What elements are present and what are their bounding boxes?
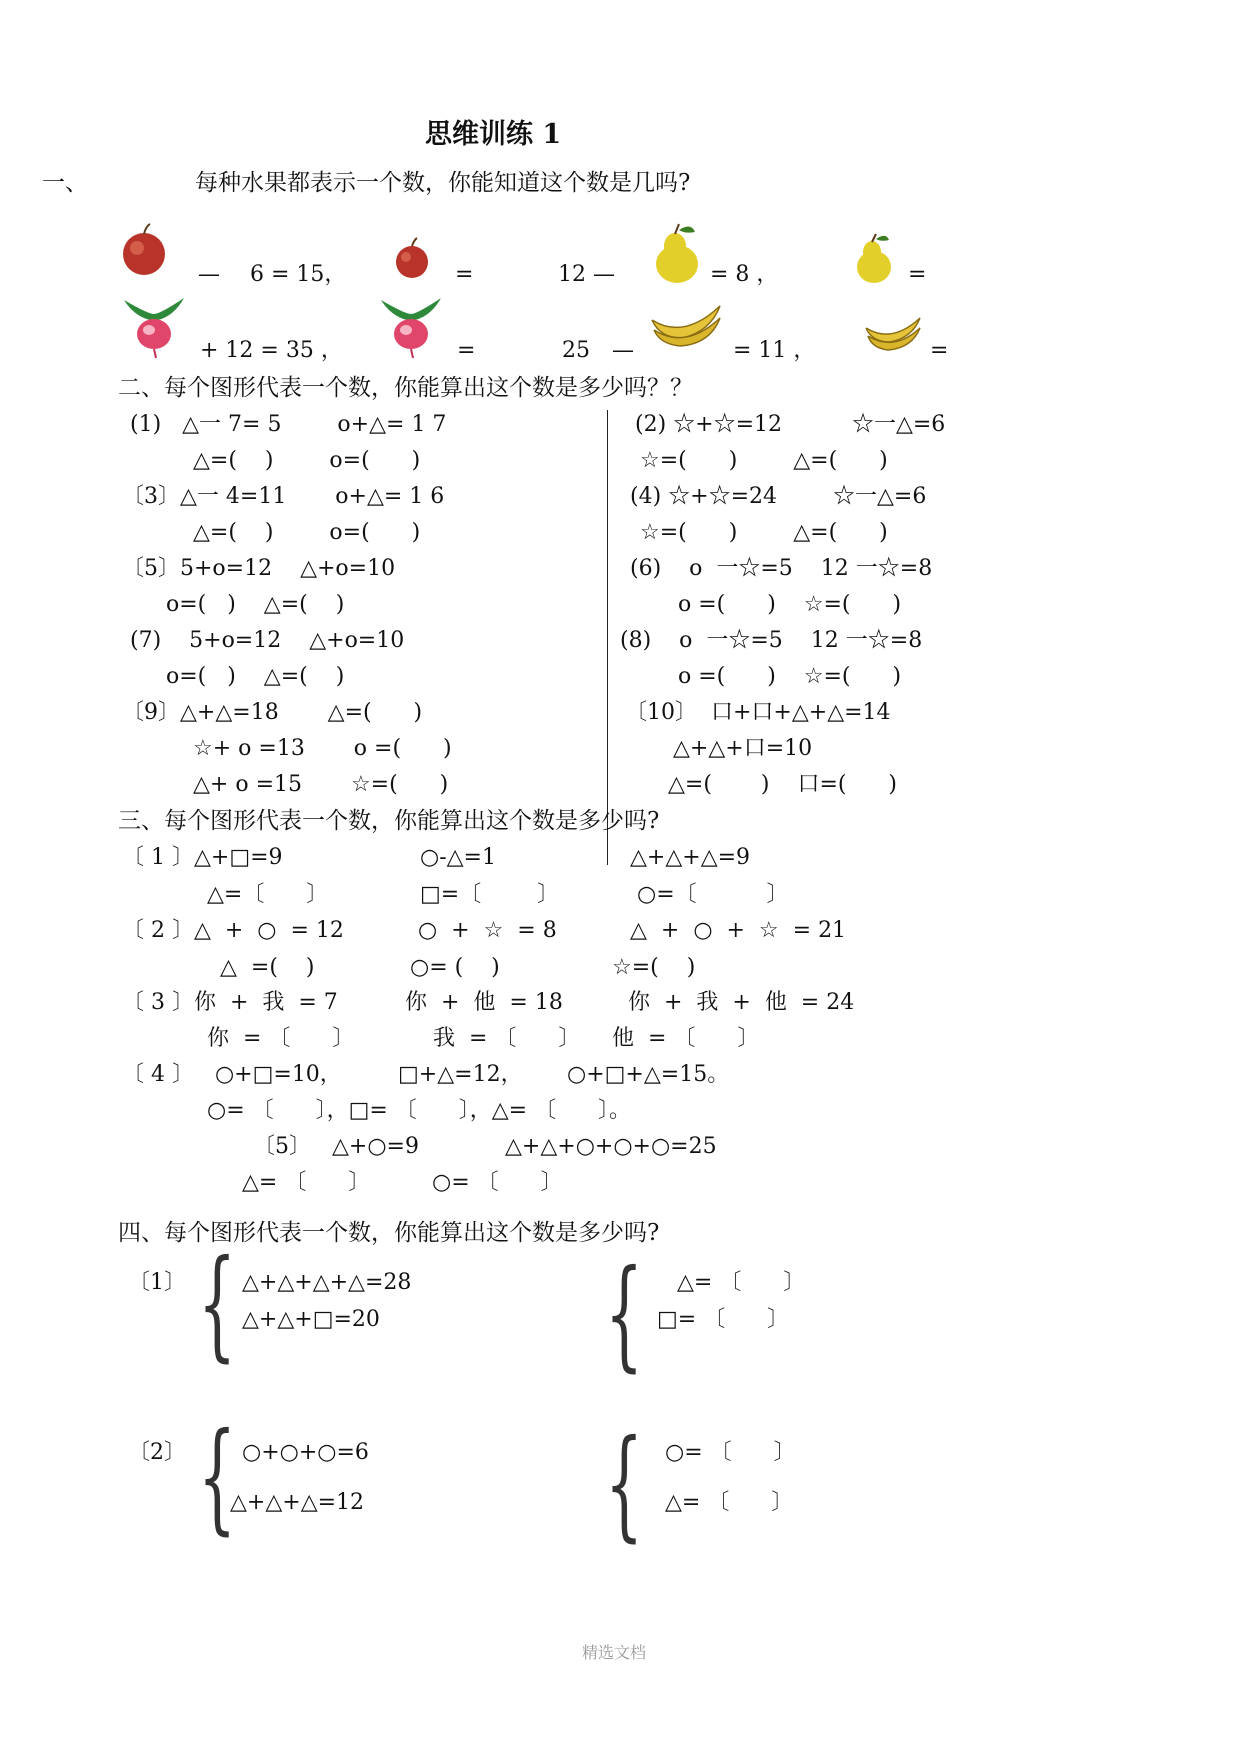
s2-left-line: △=( ) o=( )	[193, 448, 421, 473]
s2-left-line: △=( ) o=( )	[193, 520, 421, 545]
s3-line: ☆=( )	[612, 955, 696, 980]
s2-right-line: (4) ☆+☆=24 ☆一△=6	[630, 484, 927, 509]
s2-right-line: △+△+口=10	[673, 736, 813, 761]
s2-left-line: o=( ) △=( )	[166, 664, 345, 689]
s2-right-line: ☆=( ) △=( )	[640, 448, 888, 473]
s2-right-line: (2) ☆+☆=12 ☆一△=6	[635, 412, 946, 437]
section3-heading: 三、每个图形代表一个数，你能算出这个数是多少吗?	[118, 808, 660, 834]
pear-icon	[848, 232, 898, 286]
fruit-eq-1-rest: 6 = 15，	[250, 262, 347, 287]
s2-right-line: ☆=( ) △=( )	[640, 520, 888, 545]
banana-icon	[862, 312, 924, 354]
fruit-eq-8-eq: =	[930, 338, 949, 363]
s3-line: □+△=12，	[398, 1062, 523, 1087]
s3-line: 〔 1 〕△+□=9	[122, 845, 283, 870]
s4-p2-ans2: △= 〔 〕	[665, 1490, 794, 1515]
section2-heading: 二、每个图形代表一个数，你能算出这个数是多少吗？？	[118, 375, 693, 401]
fruit-eq-3-rhs: = 8 ，	[710, 262, 779, 287]
left-brace: {	[198, 1408, 237, 1547]
s2-left-line: 〔3〕△一 4=11 o+△= 1 6	[122, 484, 445, 509]
s4-p2-eq2: △+△+△=12	[230, 1490, 365, 1515]
s2-right-line: 〔10〕 口+口+△+△=14	[625, 700, 891, 725]
s3-line: 你 = 〔 〕	[207, 1026, 355, 1051]
column-divider	[607, 410, 608, 865]
radish-icon	[118, 292, 190, 360]
s3-line: 我 = 〔 〕	[433, 1026, 581, 1051]
s2-right-line: △=( ) 口=( )	[668, 772, 898, 797]
section1-number: 一、	[42, 170, 88, 196]
page-title: 思维训练 1	[425, 119, 562, 150]
s2-right-line: (6) o 一☆=5 12 一☆=8	[630, 556, 933, 581]
s3-line: ○ + ☆ = 8	[418, 918, 557, 943]
radish-icon	[375, 292, 447, 360]
s4-p2-ans1: ○= 〔 〕	[665, 1440, 796, 1465]
banana-icon	[648, 298, 724, 350]
fruit-eq-7-num: 25	[562, 338, 590, 363]
s2-left-line: 〔5〕5+o=12 △+o=10	[122, 556, 396, 581]
fruit-eq-7-rhs: = 11 ，	[733, 338, 816, 363]
footer-watermark: 精选文档	[582, 1643, 647, 1662]
section4-heading: 四、每个图形代表一个数，你能算出这个数是多少吗?	[118, 1220, 660, 1246]
s4-p1-eq2: △+△+□=20	[242, 1307, 380, 1332]
s2-right-line: o =( ) ☆=( )	[678, 664, 902, 689]
left-brace: {	[198, 1235, 237, 1374]
s3-line: ○= 〔 〕，□= 〔 〕，△= 〔 〕。	[207, 1098, 632, 1123]
s3-line: △= 〔 〕	[242, 1170, 371, 1195]
s3-line: 〔5〕 △+○=9	[253, 1134, 419, 1159]
apple-icon	[392, 236, 432, 280]
s3-line: 〔 3 〕你 + 我 = 7	[122, 990, 338, 1015]
s3-line: △+△+○+○+○=25	[505, 1134, 717, 1159]
s2-right-line: o =( ) ☆=( )	[678, 592, 902, 617]
s4-p1-eq1: △+△+△+△=28	[242, 1270, 412, 1295]
s2-left-line: (7) 5+o=12 △+o=10	[130, 628, 405, 653]
s4-problem1-label: 〔1〕	[128, 1270, 186, 1295]
s2-left-line: (1) △一 7= 5 o+△= 1 7	[130, 412, 447, 437]
fruit-eq-6-eq: =	[457, 338, 476, 363]
s3-line: 你 + 他 = 18	[405, 990, 563, 1015]
fruit-eq-5: + 12 = 35 ，	[200, 338, 343, 363]
s3-line: 他 = 〔 〕	[612, 1026, 760, 1051]
s3-line: △+△+△=9	[630, 845, 751, 870]
s3-line: 你 + 我 + 他 = 24	[628, 990, 855, 1015]
pear-icon	[645, 222, 707, 286]
s3-line: □=〔 〕	[420, 882, 560, 907]
apple-icon	[120, 222, 170, 277]
s2-left-line: o=( ) △=( )	[166, 592, 345, 617]
fruit-eq-3-lhs: 12 —	[558, 262, 615, 287]
s3-line: △ + ○ + ☆ = 21	[630, 918, 847, 943]
s3-line: ○-△=1	[420, 845, 496, 870]
s2-left-line: ☆+ o =13 o =( )	[193, 736, 452, 761]
s3-line: ○= 〔 〕	[432, 1170, 563, 1195]
s3-line: 〔 2 〕△ + ○ = 12	[122, 918, 344, 943]
s3-line: ○= ( )	[410, 955, 500, 980]
s4-problem2-label: 〔2〕	[128, 1440, 186, 1465]
s4-p2-eq1: ○+○+○=6	[242, 1440, 369, 1465]
s4-p1-ans1: △= 〔 〕	[677, 1270, 806, 1295]
s3-line: ○+□+△=15。	[567, 1062, 730, 1087]
s3-line: △=〔 〕	[207, 882, 329, 907]
fruit-eq-7-op: —	[612, 338, 634, 363]
s2-right-line: (8) o 一☆=5 12 一☆=8	[620, 628, 923, 653]
section1-heading: 每种水果都表示一个数，你能知道这个数是几吗?	[195, 170, 691, 196]
s2-left-line: 〔9〕△+△=18 △=( )	[122, 700, 423, 725]
fruit-eq-1-op: —	[198, 262, 220, 287]
s3-line: ○=〔 〕	[637, 882, 789, 907]
s2-left-line: △+ o =15 ☆=( )	[193, 772, 449, 797]
s3-line: △ =( )	[220, 955, 315, 980]
left-brace: {	[605, 1245, 644, 1384]
left-brace: {	[605, 1415, 644, 1554]
s4-p1-ans2: □= 〔 〕	[657, 1307, 790, 1332]
fruit-eq-4-eq: =	[908, 262, 927, 287]
s3-line: 〔 4 〕 ○+□=10，	[122, 1062, 342, 1087]
fruit-eq-2-eq: =	[455, 262, 474, 287]
